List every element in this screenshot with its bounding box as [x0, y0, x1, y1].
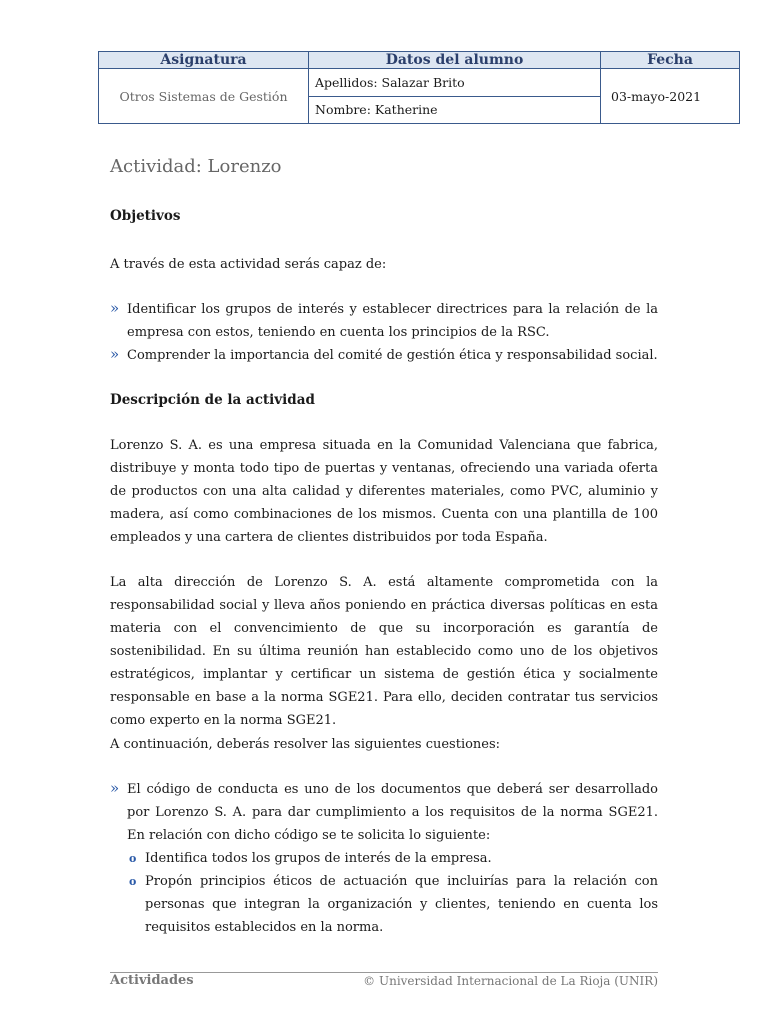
circle-bullet-icon: o: [129, 875, 137, 888]
header-table: [98, 51, 740, 124]
list-item: » El código de conducta es uno de los documentos que deberá ser desarrollado por Lorenzo S. A. para dar cumplimiento a los requisitos de la norma SGE21. En relación con dicho código se te solicita lo siguiente: o Identifica todos los grupos de interés de la empresa. o Propón principios éticos de actuación que incluirías para la relación con personas que integran la organización y clientes, teniendo en cuenta los requisitos establecidos en la norma.: [110, 778, 658, 939]
footer-copyright: © Universidad Internacional de La Rioja (UNIR): [363, 974, 658, 988]
subject-value: Otros Sistemas de Gestión: [99, 69, 309, 124]
header-date-label: Fecha: [601, 52, 740, 69]
surname-value: Apellidos: Salazar Brito: [309, 69, 601, 96]
raquo-bullet-icon: »: [110, 345, 120, 363]
circle-bullet-icon: o: [129, 852, 137, 865]
raquo-bullet-icon: »: [110, 299, 120, 317]
description-heading: Descripción de la actividad: [110, 392, 315, 408]
list-item: » Identificar los grupos de interés y establecer directrices para la relación de la empresa con estos, teniendo en cuenta los principios de la RSC.: [110, 299, 658, 340]
page-title: Actividad: Lorenzo: [110, 156, 282, 177]
objectives-intro: A través de esta actividad serás capaz de:: [110, 257, 387, 272]
header-subject-label: Asignatura: [99, 52, 309, 69]
description-paragraph-2: La alta dirección de Lorenzo S. A. está altamente comprometida con la responsabilidad social y lleva años poniendo en práctica diversas políticas en esta materia con el convencimiento de que su incorporación es garantía de sostenibilidad. En su última reunión han establecido como uno de los objetivos estratégicos, implantar y certificar un sistema de gestión ética y socialmente responsable en base a la norma SGE21. Para ello, deciden contratar tus servicios como experto en la norma SGE21.: [110, 575, 658, 728]
description-paragraph-3: A continuación, deberás resolver las siguientes cuestiones:: [110, 737, 501, 752]
list-item: o Propón principios éticos de actuación que incluirías para la relación con personas que integran la organización y clientes, teniendo en cuenta los requisitos establecidos en la norma.: [127, 870, 658, 939]
header-student-label: Datos del alumno: [309, 52, 601, 69]
name-value: Nombre: Katherine: [309, 96, 601, 123]
list-item: o Identifica todos los grupos de interés de la empresa.: [127, 847, 658, 870]
objectives-list: [110, 298, 658, 367]
objectives-heading: Objetivos: [110, 208, 181, 224]
description-paragraph-1: Lorenzo S. A. es una empresa situada en la Comunidad Valenciana que fabrica, distribuye y monta todo tipo de puertas y ventanas, ofreciendo una variada oferta de productos con una alta calidad y diferentes materiales, como PVC, aluminio y madera, así como combinaciones de los mismos. Cuenta con una plantilla de 100 empleados y una cartera de clientes distribuidos por toda España.: [110, 438, 658, 545]
raquo-bullet-icon: »: [110, 779, 120, 797]
date-value: 03-mayo-2021: [601, 69, 740, 124]
questions-list: [110, 778, 658, 939]
list-item: » Comprender la importancia del comité de gestión ética y responsabilidad social.: [110, 344, 658, 367]
footer-section: Actividades: [110, 973, 194, 988]
